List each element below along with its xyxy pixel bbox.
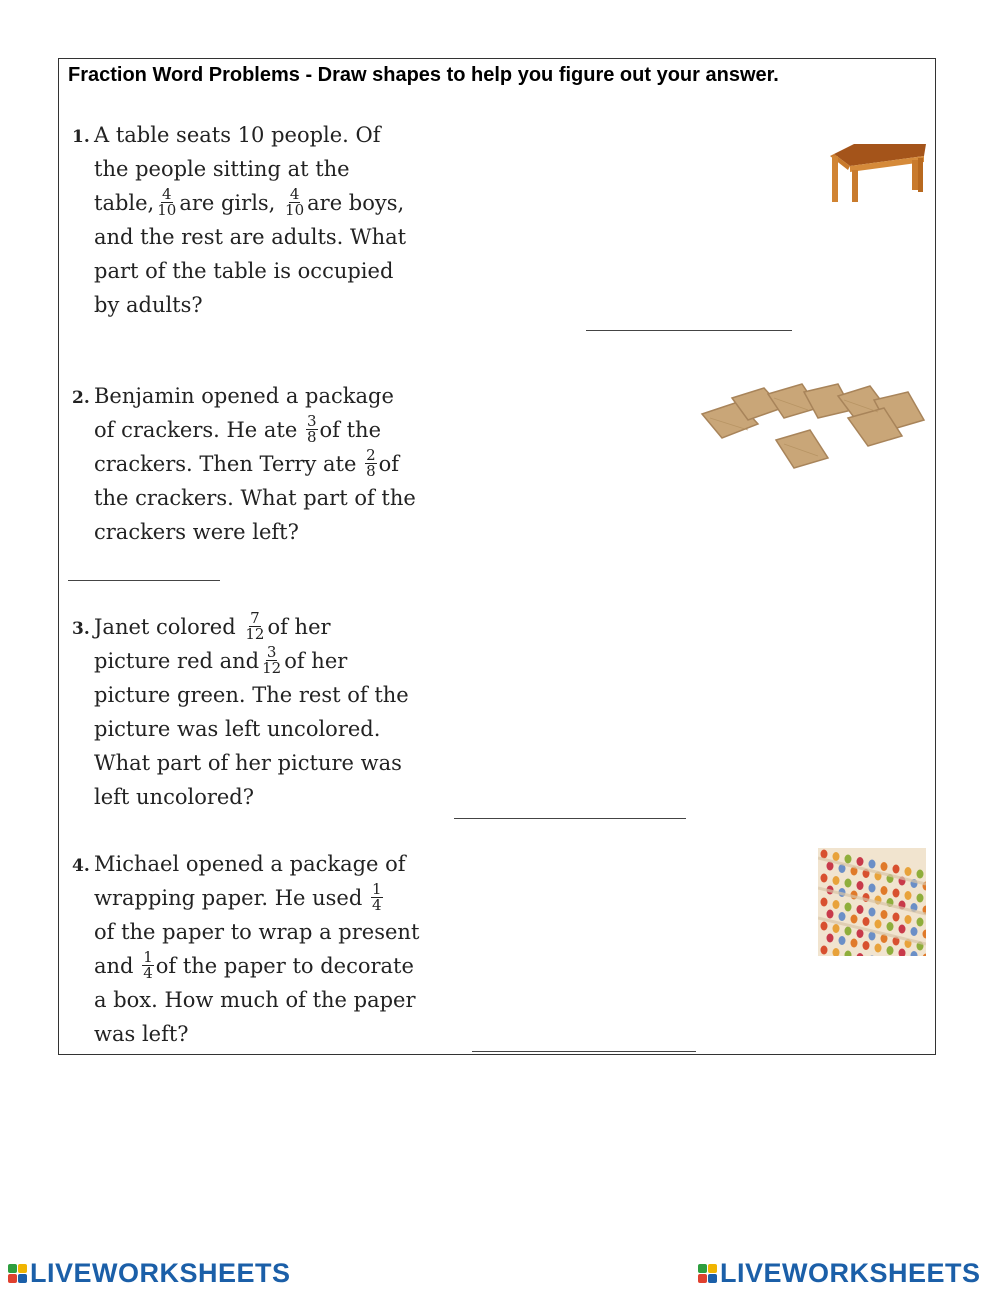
paper-dot (851, 915, 858, 924)
liveworksheets-logo-right[interactable] (698, 1258, 981, 1289)
problem-text: of the paper to decorate (155, 954, 414, 978)
problem-text: left uncolored? (94, 785, 255, 809)
paper-dot (833, 900, 840, 909)
paper-dot (863, 941, 870, 950)
paper-dot (905, 915, 912, 924)
paper-dot (881, 910, 888, 919)
worksheet-title: Fraction Word Problems - Draw shapes to help you figure out your answer. (68, 64, 779, 86)
problem-text: Janet colored (94, 615, 236, 639)
paper-dot (821, 850, 828, 859)
paper-dot (869, 860, 876, 869)
paper-dot (869, 908, 876, 917)
paper-dot (863, 917, 870, 926)
paper-dot (821, 898, 828, 907)
paper-dot (857, 881, 864, 890)
problem-text: crackers. Then Terry ate (94, 452, 357, 476)
paper-dot (887, 946, 894, 955)
problem-text: of crackers. He ate (94, 418, 298, 442)
paper-dot (839, 912, 846, 921)
problem-text: by adults? (94, 293, 203, 317)
table-image (826, 140, 930, 206)
fraction: $\frac{2}{8}$ (366, 446, 376, 480)
problem-text: and (94, 954, 134, 978)
problem-text: part of the table is occupied (94, 259, 394, 283)
paper-dot (833, 924, 840, 933)
paper-dot (857, 857, 864, 866)
table-leg (832, 156, 838, 202)
problem-text: of (378, 452, 400, 476)
problem-text: of her (284, 649, 348, 673)
problem-text: table, (94, 191, 155, 215)
paper-dot (845, 903, 852, 912)
problem-text: crackers were left? (94, 520, 299, 544)
paper-dot (869, 884, 876, 893)
fraction: $\frac{7}{12}$ (245, 609, 265, 643)
liveworksheets-icon (8, 1264, 27, 1283)
problem-text: Michael opened a package of (94, 852, 406, 876)
problem-4 (72, 847, 419, 1051)
paper-dot (917, 870, 924, 879)
paper-dot (857, 905, 864, 914)
problem-text: Benjamin opened a package (94, 384, 394, 408)
answer-blank-3[interactable] (454, 818, 686, 819)
problem-text: the people sitting at the (94, 157, 350, 181)
problem-text: picture was left uncolored. (94, 717, 381, 741)
paper-dot (905, 867, 912, 876)
paper-dot (893, 913, 900, 922)
table-leg (852, 170, 858, 202)
problem-number: 2. (72, 388, 90, 408)
paper-dot (881, 862, 888, 871)
problem-number: 4. (72, 856, 90, 876)
table-leg (912, 160, 918, 190)
wrapping-paper-image (818, 848, 926, 956)
problem-text: are boys, (307, 191, 405, 215)
problem-text: What part of her picture was (94, 751, 402, 775)
problem-text: wrapping paper. He used (94, 886, 363, 910)
paper-dot (875, 944, 882, 953)
fraction: $\frac{4}{10}$ (157, 185, 177, 219)
problem-number: 1. (72, 127, 90, 147)
fraction: $\frac{4}{10}$ (285, 185, 305, 219)
problem-text: of the paper to wrap a present (94, 920, 420, 944)
fraction: $\frac{1}{4}$ (371, 880, 382, 914)
problem-number: 3. (72, 619, 90, 639)
liveworksheets-icon (698, 1264, 717, 1283)
paper-dot (893, 865, 900, 874)
paper-dot (821, 874, 828, 883)
fraction: $\frac{3}{8}$ (306, 412, 317, 446)
paper-dot (845, 855, 852, 864)
table-leg (918, 158, 923, 192)
paper-dot (845, 927, 852, 936)
paper-dot (839, 936, 846, 945)
paper-dot (833, 876, 840, 885)
problem-text: of her (267, 615, 331, 639)
paper-dot (827, 934, 834, 943)
problem-text: picture red and (94, 649, 260, 673)
paper-dot (881, 886, 888, 895)
problem-text: are girls, (179, 191, 276, 215)
paper-dot (917, 918, 924, 927)
brand-text: LIVEWORKSHEETS (720, 1258, 981, 1288)
problem-text: A table seats 10 people. Of (94, 123, 381, 147)
paper-dot (821, 946, 828, 955)
fraction: $\frac{3}{12}$ (262, 643, 282, 677)
problem-text: and the rest are adults. What (94, 225, 407, 249)
paper-dot (821, 922, 828, 931)
paper-dot (899, 925, 906, 934)
brand-text: LIVEWORKSHEETS (30, 1258, 291, 1288)
liveworksheets-logo-left[interactable] (8, 1258, 291, 1289)
problem-text: was left? (94, 1022, 189, 1046)
answer-blank-2[interactable] (68, 580, 220, 581)
paper-dot (905, 891, 912, 900)
problem-2 (72, 379, 416, 549)
crackers-image (698, 380, 928, 470)
paper-dot (833, 852, 840, 861)
answer-blank-1[interactable] (586, 330, 792, 331)
answer-blank-4[interactable] (472, 1051, 696, 1052)
cracker (776, 430, 828, 468)
paper-dot (887, 922, 894, 931)
problem-1 (72, 118, 406, 322)
paper-dot (845, 879, 852, 888)
fraction: $\frac{1}{4}$ (143, 948, 153, 982)
problem-text: of the (319, 418, 382, 442)
problem-text: the crackers. What part of the (94, 486, 416, 510)
paper-dot (857, 929, 864, 938)
paper-dot (851, 939, 858, 948)
paper-dot (893, 889, 900, 898)
problem-3 (72, 610, 409, 814)
problem-text: picture green. The rest of the (94, 683, 409, 707)
problem-text: a box. How much of the paper (94, 988, 416, 1012)
paper-dot (911, 927, 918, 936)
paper-dot (875, 920, 882, 929)
paper-dot (917, 894, 924, 903)
paper-dot (827, 910, 834, 919)
